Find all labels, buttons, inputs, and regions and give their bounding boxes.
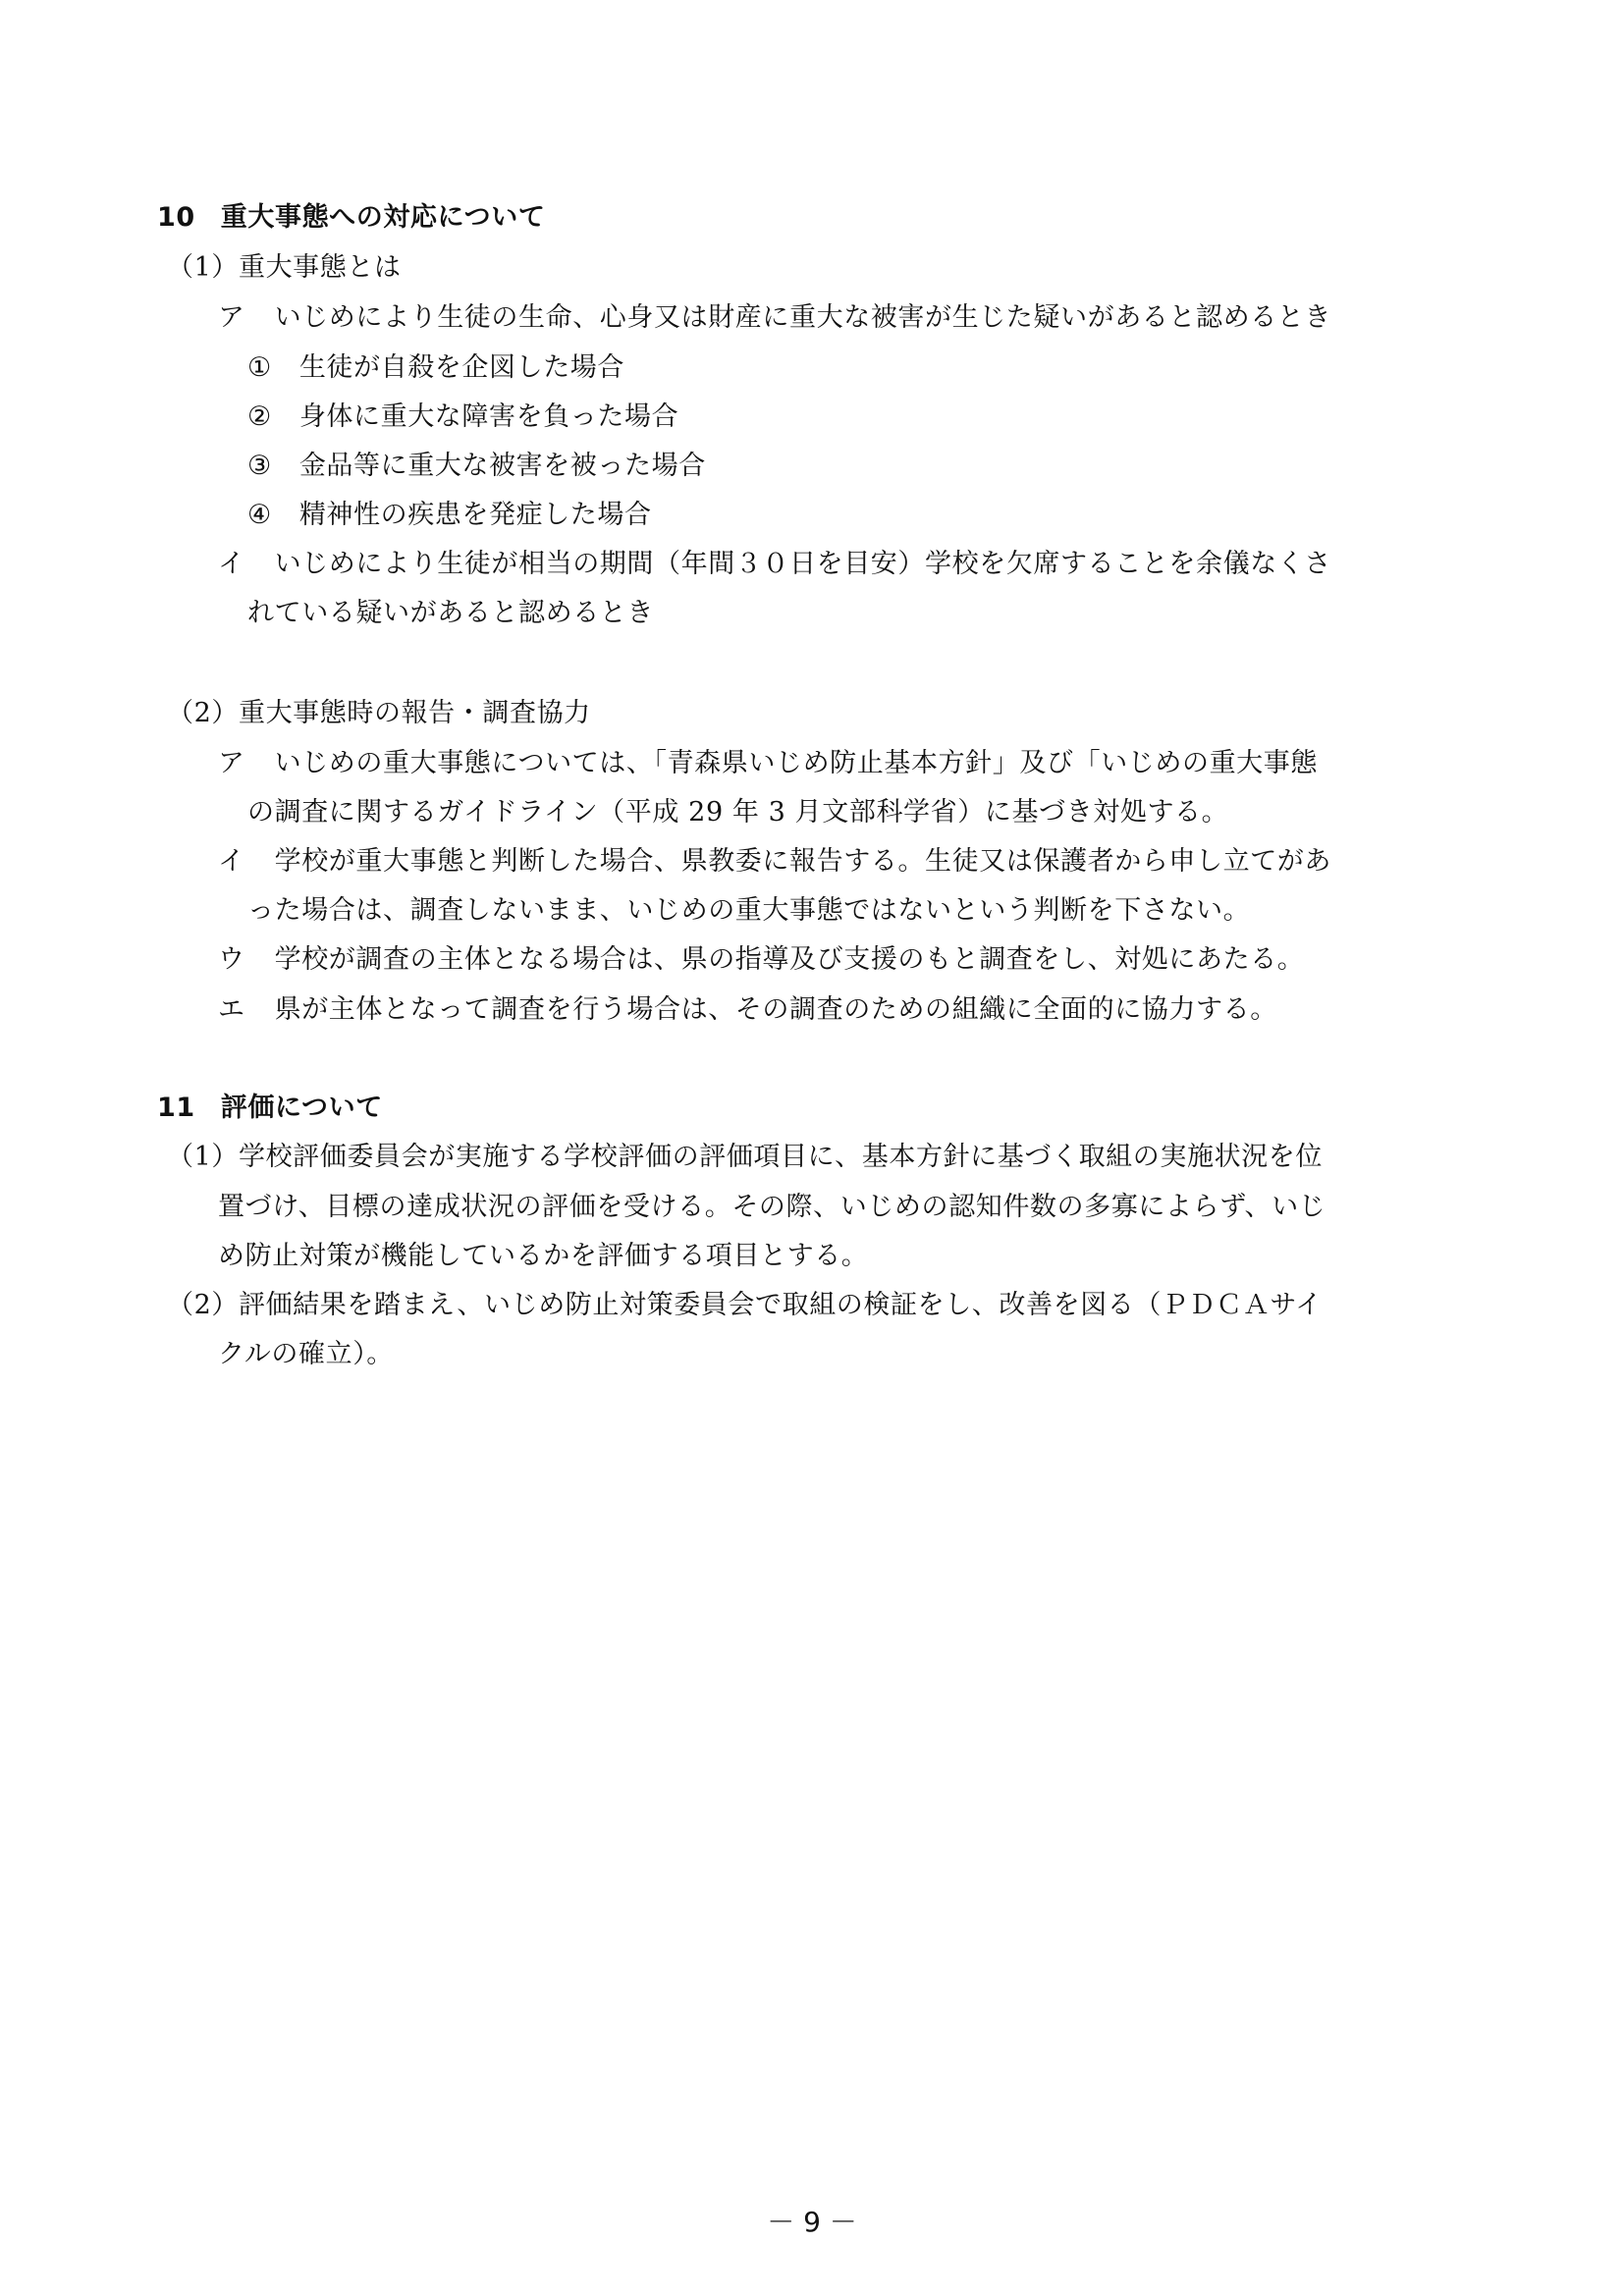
subsection-title: 重大事態とは [238, 252, 402, 283]
item-i-line-1 [218, 547, 1331, 582]
sub2-item-i-line-1 [218, 844, 1331, 880]
list-item [247, 498, 652, 533]
item-text: め防止対策が機能しているかを評価する項目とする。 [218, 1241, 869, 1271]
s11-item-2-line-1 [167, 1288, 1323, 1323]
item-text: 評価結果を踏まえ、いじめ防止対策委員会で取組の検証をし、改善を図る（ＰＤＣＡサイ [238, 1290, 1323, 1320]
subsection-marker: （2） [167, 698, 239, 728]
list-item-text: 身体に重大な障害を負った場合 [298, 401, 679, 432]
subsection-title: 重大事態時の報告・調査協力 [238, 698, 591, 728]
sub2-item-a-line-2 [247, 795, 1228, 830]
item-marker: イ [218, 549, 245, 579]
item-i-line-2 [247, 596, 654, 631]
item-marker: ウ [218, 944, 245, 975]
item-text: いじめにより生徒が相当の期間（年間３０日を目安）学校を欠席することを余儀なくさ [274, 549, 1332, 579]
item-text: 置づけ、目標の達成状況の評価を受ける。その際、いじめの認知件数の多寡によらず、いじ [218, 1192, 1326, 1222]
circled-number: ① [247, 352, 272, 383]
circled-number: ③ [247, 451, 272, 481]
section-10-title: 重大事態への対応について [220, 202, 546, 233]
item-text: クルの確立）。 [218, 1339, 394, 1369]
item-text: いじめの重大事態については、「青森県いじめ防止基本方針」及び「いじめの重大事態 [274, 748, 1318, 778]
sub2-item-a-line-1 [218, 746, 1318, 781]
section-11-number: 11 [157, 1093, 195, 1123]
s11-item-1-line-1 [167, 1140, 1323, 1175]
sub2-item-e-line [218, 992, 1277, 1028]
item-marker: （2） [167, 1290, 239, 1320]
item-marker: エ [218, 994, 245, 1025]
section-11-title: 評価について [220, 1093, 383, 1123]
page-number: － 9 － [767, 2206, 857, 2238]
item-text: れている疑いがあると認めるとき [247, 598, 654, 628]
s11-item-1-line-3 [218, 1239, 868, 1274]
list-item [247, 449, 706, 484]
item-marker: ア [218, 302, 245, 333]
subsection-1-heading [167, 250, 402, 286]
list-item [247, 350, 624, 386]
item-text: 学校評価委員会が実施する学校評価の評価項目に、基本方針に基づく取組の実施状況を位 [238, 1142, 1323, 1172]
item-marker: イ [218, 846, 245, 877]
subsection-marker: （1） [167, 252, 239, 283]
item-a-line [218, 300, 1331, 336]
item-text: の調査に関するガイドライン（平成 29 年 3 月文部科学省）に基づき対処する。 [247, 797, 1229, 828]
sub2-item-u-line [218, 942, 1304, 978]
item-marker: （1） [167, 1142, 239, 1172]
section-11-heading [157, 1091, 383, 1126]
list-item-text: 精神性の疾患を発症した場合 [298, 500, 652, 530]
item-marker: ア [218, 748, 245, 778]
item-text: 県が主体となって調査を行う場合は、その調査のための組織に全面的に協力する。 [274, 994, 1277, 1025]
item-text: 学校が重大事態と判断した場合、県教委に報告する。生徒又は保護者から申し立てがあ [274, 846, 1332, 877]
item-text: 学校が調査の主体となる場合は、県の指導及び支援のもと調査をし、対処にあたる。 [274, 944, 1305, 975]
list-item-text: 生徒が自殺を企図した場合 [298, 352, 625, 383]
section-10-heading [157, 200, 545, 236]
section-10-number: 10 [157, 202, 195, 233]
circled-number: ② [247, 401, 272, 432]
circled-number: ④ [247, 500, 272, 530]
s11-item-2-line-2 [218, 1337, 394, 1372]
list-item [247, 400, 678, 435]
list-item-text: 金品等に重大な被害を被った場合 [298, 451, 706, 481]
item-text: った場合は、調査しないまま、いじめの重大事態ではないという判断を下さない。 [247, 895, 1251, 926]
item-text: いじめにより生徒の生命、心身又は財産に重大な被害が生じた疑いがあると認めるとき [274, 302, 1332, 333]
s11-item-1-line-2 [218, 1190, 1326, 1225]
sub2-item-i-line-2 [247, 893, 1250, 929]
subsection-2-heading [167, 696, 591, 731]
